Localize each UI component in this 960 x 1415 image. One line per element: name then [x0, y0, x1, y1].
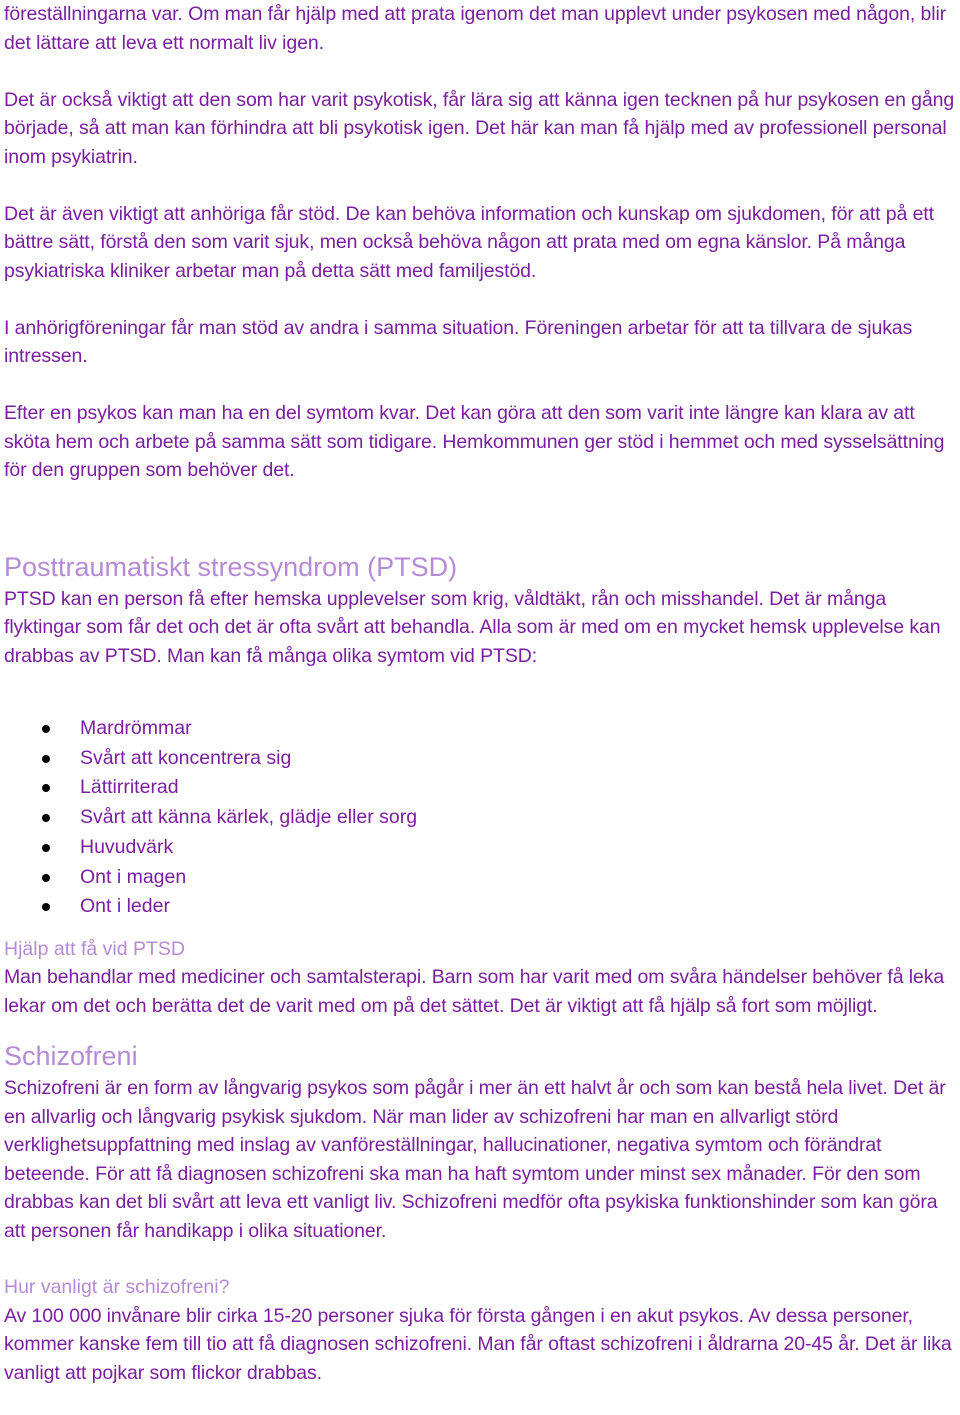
list-item: Mardrömmar	[4, 714, 956, 744]
spacer	[4, 1020, 956, 1038]
list-item: Ont i magen	[4, 863, 956, 893]
bullet-icon	[42, 725, 50, 733]
spacer	[4, 57, 956, 86]
list-item: Ont i leder	[4, 892, 956, 922]
paragraph-remaining-symptoms: Efter en psykos kan man ha en del symtom kvar. Det kan göra att den som varit inte längre kan klara av att sköta hem och arbete på samma sätt som tidigare. Hemkommunen ger stöd i hemmet och med sysselsättning för den gruppen som behöver det.	[4, 402, 945, 481]
list-item: Svårt att koncentrera sig	[4, 744, 956, 774]
list-item: Lättirriterad	[4, 773, 956, 803]
bullet-icon	[42, 844, 50, 852]
spacer	[4, 1245, 956, 1273]
spacer	[4, 285, 956, 314]
heading-schizophrenia: Schizofreni	[4, 1041, 138, 1072]
heading-ptsd-help: Hjälp att få vid PTSD	[4, 937, 185, 960]
paragraph-relatives-associations: I anhörigföreningar får man stöd av andra i samma situation. Föreningen arbetar för att ta tillvara de sjukas intressen.	[4, 316, 913, 367]
bullet-icon	[42, 903, 50, 911]
heading-schizophrenia-prevalence: Hur vanligt är schizofreni?	[4, 1276, 230, 1299]
list-item: Huvudvärk	[4, 833, 956, 863]
spacer	[4, 371, 956, 400]
bullet-icon	[42, 874, 50, 882]
paragraph-ptsd-intro: PTSD kan en person få efter hemska upplevelser som krig, våldtäkt, rån och misshandel. Det är många flyktingar som får det och det är ofta svårt att behandla. Alla som är med om en mycket hemsk upplevelse kan drabbas av PTSD. Man kan få många olika symtom vid PTSD:	[4, 587, 941, 667]
paragraph-schizophrenia: Schizofreni är en form av långvarig psykos som pågår i mer än ett halvt år och som kan bestå hela livet. Det är en allvarlig och långvarig psykisk sjukdom. När man lider av schizofreni har man en allvarligt störd verklighetsuppfattning med inslag av vanföreställningar, hallucinationer, negativa symtom och förändrat beteende. För att få diagnosen schizofreni ska man ha haft symtom under minst sex månader. För den som drabbas kan det bli svårt att leva ett vanligt liv. Schizofreni medför ofta psykiska funktionshinder som kan göra att personen får handikapp i olika situationer.	[4, 1077, 946, 1242]
paragraph-ptsd-help: Man behandlar med mediciner och samtalsterapi. Barn som har varit med om svåra händelser behöver få leka lekar om det och berätta det de varit med om på det sättet. Det är viktigt att få hjälp så fort som möjligt.	[4, 966, 945, 1017]
spacer	[4, 171, 956, 200]
spacer	[4, 922, 956, 935]
paragraph-recognize-signs: Det är också viktigt att den som har varit psykotisk, får lära sig att känna igen tecknen på hur psykosen en gång började, så att man kan förhindra att bli psykotisk igen. Det här kan man få hjälp med av professionell personal inom psykiatrin.	[4, 88, 955, 168]
bullet-icon	[42, 784, 50, 792]
list-item: Svårt att känna kärlek, glädje eller sorg	[4, 803, 956, 833]
bullet-icon	[42, 814, 50, 822]
heading-ptsd: Posttraumatiskt stressyndrom (PTSD)	[4, 551, 458, 582]
section-spacer	[4, 485, 956, 549]
ptsd-symptom-list	[4, 714, 956, 922]
spacer	[4, 670, 956, 714]
paragraph-schizophrenia-prevalence: Av 100 000 invånare blir cirka 15-20 personer sjuka för första gången i en akut psykos. Av dessa personer, kommer kanske fem till tio att få diagnosen schizofreni. Man får oftast schizofreni i åldrarna 20-45 år. Det är lika vanligt att pojkar som flickor drabbas.	[4, 1304, 952, 1384]
paragraph-psychosis-talk: föreställningarna var. Om man får hjälp med att prata igenom det man upplevt under psykosen med någon, blir det lättare att leva ett normalt liv igen.	[4, 3, 947, 54]
bullet-icon	[42, 755, 50, 763]
paragraph-relatives-support: Det är även viktigt att anhöriga får stöd. De kan behöva information och kunskap om sjukdomen, för att på ett bättre sätt, förstå den som varit sjuk, men också behöva någon att prata med om egna känslor. På många psykiatriska kliniker arbetar man på detta sätt med familjestöd.	[4, 202, 934, 282]
